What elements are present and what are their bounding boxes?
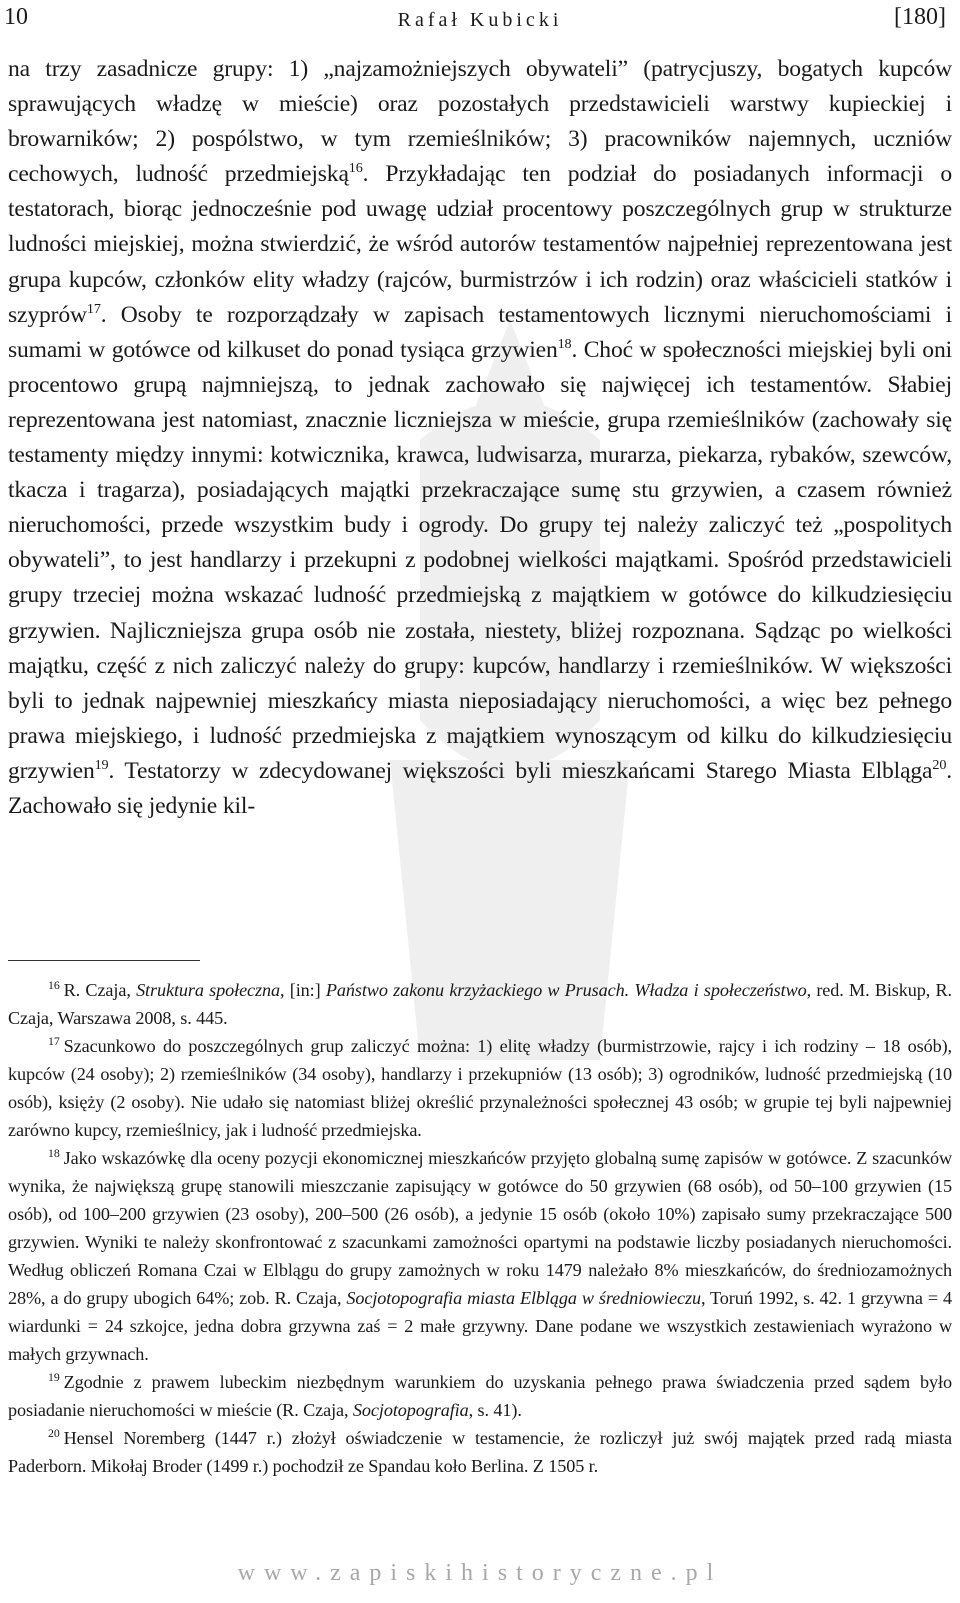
footnote-number: 20: [48, 1425, 60, 1440]
footnote-ref: 17: [86, 300, 101, 317]
footnote-text: Zgodnie z prawem lubeckim niezbędnym warunkiem do uzyskania pełnego prawa świadczenia przed sądem było posiadanie nieruchomości w mieście (R. Czaja,: [8, 1372, 952, 1420]
page-number: 10: [4, 4, 28, 30]
footnote-number: 19: [48, 1369, 60, 1384]
footnote-text: R. Czaja,: [63, 980, 137, 1000]
main-text: [8, 52, 952, 824]
body-text-segment: . Osoby te rozporządzały w zapisach testamentowych licznymi nieruchomościami i sumami w gotówce od kilkuset do ponad tysiąca grzywien: [8, 301, 952, 363]
body-text-segment: . Przykładając ten podział do posiadanych informacji o testatorach, biorąc jednocześnie pod uwagę udział procentowy poszczególnych grup w strukturze ludności miejskiej, można stwierdzić, że wśród autorów testamentów najpełniej reprezentowana jest grupa kupców, członków elity władzy (rajców, burmistrzów i ich rodzin) oraz właścicieli statków i szyprów: [8, 161, 952, 328]
footnote-title: Struktura społeczna: [136, 980, 280, 1000]
body-text-segment: na trzy zasadnicze grupy: 1) „najzamożniejszych obywateli” (patrycjuszy, bogatych kupców sprawujących władzę w mieście) oraz pozostałych przedstawicieli warstwy kupieckiej i browarników; 2) pospólstwo, w tym rzemieślników; 3) pracowników najemnych, uczniów cechowych, ludność przedmiejską: [8, 56, 952, 188]
footnote-text: , red. M. Biskup, R. Czaja, Warszawa 2008, s. 445.: [8, 980, 952, 1028]
footnote-number: 16: [48, 977, 60, 992]
footnote-ref: 20: [932, 757, 947, 774]
footnote-number: 18: [48, 1145, 60, 1160]
footnote-title: Socjotopografia miasta Elbląga w średniowieczu: [346, 1288, 701, 1308]
footnote-text: Szacunkowo do poszczególnych grup zaliczyć można: 1) elitę władzy (burmistrzowie, rajcy i ich rodziny – 18 osób), kupców (24 osoby); 2) rzemieślników (34 osoby), handlarzy i przekupniów (13 osób); 3) ogrodników, ludność przedmiejską (10 osób), księży (2 osoby). Nie udało się natomiast bliżej określić przynależności społecznej 43 osób; w grupie tej byli najpewniej zarówno kupcy, rzemieślnicy, jak i ludność przedmiejska.: [8, 1036, 952, 1140]
footnote-16: [8, 976, 952, 1032]
footnote-20: [8, 1424, 952, 1480]
footnote-title: Państwo zakonu krzyżackiego w Prusach. Władza i społeczeństwo: [325, 980, 807, 1000]
body-text-segment: . Choć w społeczności miejskiej byli oni procentowo grupą najmniejszą, to jednak zachowało się najwięcej ich testamentów. Słabiej reprezentowana jest natomiast, znacznie liczniejsza w mieście, grupa rzemieślników (zachowały się testamenty między innymi: kotwicznika, krawca, ludwisarza, murarza, piekarza, rybaków, szewców, tkacza i tragarza), posiadających majątki przekraczające sumę stu grzywien, a czasem również nieruchomości, przede wszystkim budy i ogrody. Do grupy tej należy zaliczyć też „pospolitych obywateli”, to jest handlarzy i przekupni z podobnej wielkości majątkami. Spośród przedstawicieli grupy trzeciej można wskazać ludność przedmiejską z majątkiem w gotówce do kilkudziesięciu grzywien. Najliczniejsza grupa osób nie została, niestety, bliżej rozpoznana. Sądząc po wielkości majątku, część z nich zaliczyć należy do grupy: kupców, handlarzy i rzemieślników. W większości byli to jednak najpewniej mieszkańcy miasta nieposiadający nieruchomości, a więc bez pełnego prawa miejskiego, i ludność przedmiejska z majątkiem wynoszącym od kilku do kilkudziesięciu grzywien: [8, 336, 952, 784]
body-text-segment: . Testatorzy w zdecydowanej większości byli mieszkańcami Starego Miasta Elbląga: [108, 757, 933, 784]
footnote-17: [8, 1032, 952, 1144]
footnote-text: , Toruń 1992, s. 42. 1 grzywna = 4 wiardunki = 24 szkojce, jedna dobra grzywna zaś = 2 małe grzywny. Dane podane we wszystkich zestawieniach wyrażono w małych grzywnach.: [8, 1288, 952, 1364]
footnote-19: [8, 1368, 952, 1424]
footnote-18: [8, 1144, 952, 1368]
footnote-ref: 19: [94, 757, 109, 774]
footnote-text: Jako wskazówkę dla oceny pozycji ekonomicznej mieszkańców przyjęto globalną sumę zapisów w gotówce. Z szacunków wynika, że największą grupę stanowili mieszczanie zapisujący w gotówce do 50 grzywien (68 osób), od 50–100 grzywien (15 osób), od 100–200 grzywien (23 osoby), 200–500 (26 osób), a jedynie 15 osób (około 10%) zapisało sumy przekraczające 500 grzywien. Wyniki te należy skonfrontować z szacunkami zamożności opartymi na podstawie liczby posiadanych nieruchomości. Według obliczeń Romana Czai w Elblągu do grupy zamożnych w roku 1479 należało 8% mieszkańców, do średniozamożnych 28%, a do grupy ubogich 64%; zob. R. Czaja,: [8, 1148, 952, 1308]
footnote-text: Hensel Noremberg (1447 r.) złożył oświadczenie w testamencie, że rozliczył już swój majątek przed radą miasta Paderborn. Mikołaj Broder (1499 r.) pochodził ze Spandau koło Berlina. Z 1505 r.: [8, 1428, 952, 1476]
footnote-text: , [in:]: [280, 980, 326, 1000]
footnote-ref: 16: [348, 160, 363, 177]
running-head-author: Rafał Kubicki: [397, 9, 563, 31]
body-text-segment: . Zachowało się jedynie kil-: [8, 757, 952, 819]
footnote-ref: 18: [557, 335, 572, 352]
footnote-separator: [8, 960, 200, 961]
page-id: [180]: [894, 4, 946, 30]
footer-url: www.zapiskihistoryczne.pl: [237, 1560, 723, 1586]
footnotes: [8, 976, 952, 1480]
footnote-number: 17: [48, 1033, 60, 1048]
footnote-text: , s. 41).: [468, 1400, 522, 1420]
footnote-title: Socjotopografia: [352, 1400, 469, 1420]
